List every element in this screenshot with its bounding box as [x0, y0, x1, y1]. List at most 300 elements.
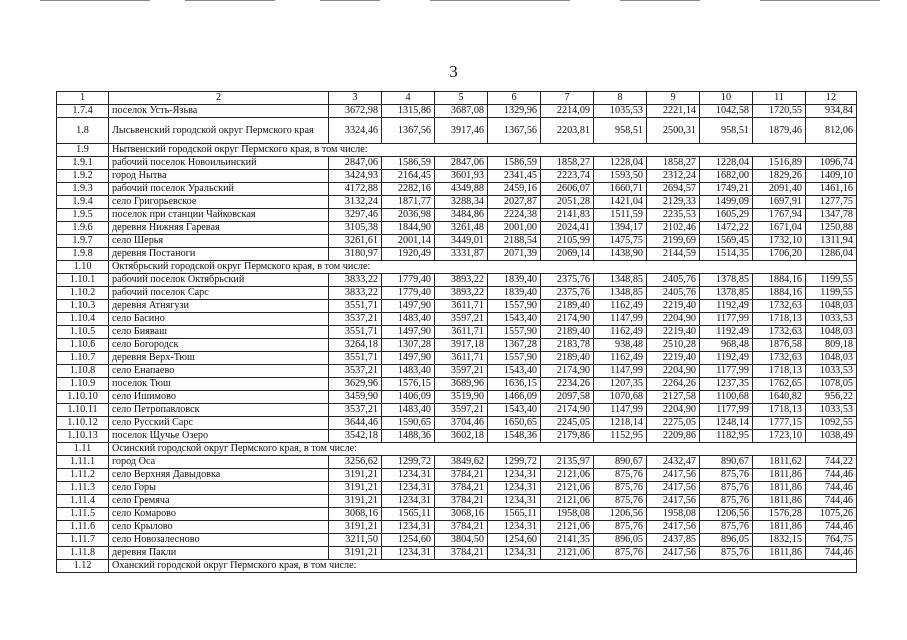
value-cell: 2188,54	[488, 235, 541, 248]
value-cell: 2127,58	[647, 391, 700, 404]
table-row	[57, 456, 857, 469]
table-row	[57, 521, 857, 534]
column-number: 10	[700, 92, 753, 105]
value-cell: 1254,60	[382, 534, 435, 547]
value-cell: 1586,59	[488, 157, 541, 170]
value-cell: 2121,06	[541, 482, 594, 495]
value-cell: 1299,72	[488, 456, 541, 469]
row-id: 1.11.1	[57, 456, 109, 469]
value-cell: 2027,87	[488, 196, 541, 209]
value-cell: 1466,09	[488, 391, 541, 404]
row-id: 1.9.8	[57, 248, 109, 261]
row-id: 1.8	[57, 118, 109, 144]
row-id: 1.10.2	[57, 287, 109, 300]
settlement-name: рабочий поселок Уральский	[109, 183, 329, 196]
value-cell: 1543,40	[488, 365, 541, 378]
value-cell: 2189,40	[541, 352, 594, 365]
value-cell: 1871,77	[382, 196, 435, 209]
value-cell: 3551,71	[329, 352, 382, 365]
value-cell: 1590,65	[382, 417, 435, 430]
value-cell: 3849,62	[435, 456, 488, 469]
table-row	[57, 222, 857, 235]
page-number: 3	[449, 62, 458, 81]
column-number: 1	[57, 92, 109, 105]
row-id: 1.10.8	[57, 365, 109, 378]
value-cell: 875,76	[594, 482, 647, 495]
settlement-name: село Басино	[109, 313, 329, 326]
value-cell: 2417,56	[647, 469, 700, 482]
value-cell: 1718,13	[753, 313, 806, 326]
value-cell: 1177,99	[700, 404, 753, 417]
section-row	[57, 560, 857, 573]
table-row	[57, 183, 857, 196]
value-cell: 2417,56	[647, 547, 700, 560]
row-id: 1.9.6	[57, 222, 109, 235]
value-cell: 1586,59	[382, 157, 435, 170]
value-cell: 1250,88	[806, 222, 857, 235]
row-id: 1.9.2	[57, 170, 109, 183]
value-cell: 1720,55	[753, 105, 806, 118]
value-cell: 3893,22	[435, 274, 488, 287]
value-cell: 2459,16	[488, 183, 541, 196]
value-cell: 1718,13	[753, 404, 806, 417]
table-row	[57, 430, 857, 443]
value-cell: 1315,86	[382, 105, 435, 118]
value-cell: 3784,21	[435, 482, 488, 495]
value-cell: 2375,76	[541, 274, 594, 287]
value-cell: 764,75	[806, 534, 857, 547]
value-cell: 1497,90	[382, 326, 435, 339]
section-title: Нытвенский городской округ Пермского края, в том числе:	[109, 144, 857, 157]
value-cell: 2606,07	[541, 183, 594, 196]
row-id: 1.10	[57, 261, 109, 274]
row-id: 1.11.2	[57, 469, 109, 482]
value-cell: 3191,21	[329, 495, 382, 508]
section-row	[57, 443, 857, 456]
value-cell: 1920,49	[382, 248, 435, 261]
value-cell: 1299,72	[382, 456, 435, 469]
value-cell: 1367,56	[488, 118, 541, 144]
value-cell: 1839,40	[488, 287, 541, 300]
value-cell: 1557,90	[488, 352, 541, 365]
value-cell: 1177,99	[700, 365, 753, 378]
value-cell: 1660,71	[594, 183, 647, 196]
value-cell: 1499,09	[700, 196, 753, 209]
value-cell: 3917,18	[435, 339, 488, 352]
value-cell: 744,22	[806, 456, 857, 469]
value-cell: 3264,18	[329, 339, 382, 352]
table-row	[57, 313, 857, 326]
row-id: 1.10.13	[57, 430, 109, 443]
table-row	[57, 157, 857, 170]
value-cell: 1234,31	[382, 547, 435, 560]
value-cell: 1237,35	[700, 378, 753, 391]
value-cell: 1042,58	[700, 105, 753, 118]
value-cell: 1234,31	[488, 482, 541, 495]
value-cell: 3917,46	[435, 118, 488, 144]
value-cell: 1565,11	[488, 508, 541, 521]
value-cell: 2500,31	[647, 118, 700, 144]
value-cell: 1605,29	[700, 209, 753, 222]
value-cell: 2417,56	[647, 482, 700, 495]
value-cell: 1749,21	[700, 183, 753, 196]
table-row	[57, 495, 857, 508]
table-header-row	[57, 92, 857, 105]
value-cell: 1192,49	[700, 300, 753, 313]
value-cell: 3611,71	[435, 326, 488, 339]
table-row	[57, 547, 857, 560]
value-cell: 3324,46	[329, 118, 382, 144]
value-cell: 1832,15	[753, 534, 806, 547]
value-cell: 3297,46	[329, 209, 382, 222]
value-cell: 1543,40	[488, 404, 541, 417]
value-cell: 956,22	[806, 391, 857, 404]
value-cell: 1206,56	[700, 508, 753, 521]
value-cell: 1329,96	[488, 105, 541, 118]
table-row	[57, 287, 857, 300]
value-cell: 1636,15	[488, 378, 541, 391]
settlement-name: село Бияваш	[109, 326, 329, 339]
value-cell: 1732,63	[753, 352, 806, 365]
value-cell: 968,48	[700, 339, 753, 352]
row-id: 1.10.5	[57, 326, 109, 339]
value-cell: 3191,21	[329, 547, 382, 560]
value-cell: 1378,85	[700, 287, 753, 300]
value-cell: 1092,55	[806, 417, 857, 430]
value-cell: 1182,95	[700, 430, 753, 443]
value-cell: 3191,21	[329, 482, 382, 495]
value-cell: 958,51	[594, 118, 647, 144]
value-cell: 1286,04	[806, 248, 857, 261]
value-cell: 1277,75	[806, 196, 857, 209]
value-cell: 2097,58	[541, 391, 594, 404]
settlement-name: село Григорьевское	[109, 196, 329, 209]
settlement-name: город Оса	[109, 456, 329, 469]
row-id: 1.10.6	[57, 339, 109, 352]
table-row	[57, 339, 857, 352]
value-cell: 1162,49	[594, 352, 647, 365]
value-cell: 2209,86	[647, 430, 700, 443]
value-cell: 2164,45	[382, 170, 435, 183]
value-cell: 2312,24	[647, 170, 700, 183]
value-cell: 1347,78	[806, 209, 857, 222]
table-row	[57, 105, 857, 118]
column-number: 2	[109, 92, 329, 105]
value-cell: 1557,90	[488, 300, 541, 313]
settlement-name: деревня Атнягузи	[109, 300, 329, 313]
value-cell: 1033,53	[806, 313, 857, 326]
settlement-name: село Горы	[109, 482, 329, 495]
value-cell: 1218,14	[594, 417, 647, 430]
value-cell: 3689,96	[435, 378, 488, 391]
settlement-name: село Крылово	[109, 521, 329, 534]
table-row	[57, 534, 857, 547]
value-cell: 958,51	[700, 118, 753, 144]
value-cell: 2245,05	[541, 417, 594, 430]
row-id: 1.12	[57, 560, 109, 573]
value-cell: 1048,03	[806, 326, 857, 339]
value-cell: 1162,49	[594, 326, 647, 339]
settlement-name: рабочий поселок Октябрьский	[109, 274, 329, 287]
section-title: Оханский городской округ Пермского края, в том числе:	[109, 560, 857, 573]
value-cell: 2694,57	[647, 183, 700, 196]
value-cell: 1565,11	[382, 508, 435, 521]
value-cell: 1488,36	[382, 430, 435, 443]
value-cell: 1682,00	[700, 170, 753, 183]
value-cell: 1409,10	[806, 170, 857, 183]
value-cell: 1228,04	[594, 157, 647, 170]
value-cell: 2121,06	[541, 547, 594, 560]
value-cell: 3459,90	[329, 391, 382, 404]
value-cell: 1035,53	[594, 105, 647, 118]
row-id: 1.9.7	[57, 235, 109, 248]
value-cell: 1543,40	[488, 313, 541, 326]
value-cell: 1162,49	[594, 300, 647, 313]
value-cell: 1070,68	[594, 391, 647, 404]
value-cell: 2121,06	[541, 469, 594, 482]
value-cell: 2282,16	[382, 183, 435, 196]
value-cell: 3191,21	[329, 469, 382, 482]
value-cell: 3484,86	[435, 209, 488, 222]
row-id: 1.10.7	[57, 352, 109, 365]
value-cell: 2141,35	[541, 534, 594, 547]
value-cell: 2121,06	[541, 521, 594, 534]
settlement-name: город Нытва	[109, 170, 329, 183]
row-id: 1.10.12	[57, 417, 109, 430]
value-cell: 1569,45	[700, 235, 753, 248]
value-cell: 938,48	[594, 339, 647, 352]
value-cell: 2024,41	[541, 222, 594, 235]
value-cell: 1147,99	[594, 404, 647, 417]
settlement-name: село Ишимово	[109, 391, 329, 404]
column-number: 9	[647, 92, 700, 105]
value-cell: 2121,06	[541, 495, 594, 508]
settlement-name: село Новозалесново	[109, 534, 329, 547]
value-cell: 1516,89	[753, 157, 806, 170]
value-cell: 1228,04	[700, 157, 753, 170]
value-cell: 1038,49	[806, 430, 857, 443]
settlement-name: деревня Постаноги	[109, 248, 329, 261]
value-cell: 1811,86	[753, 547, 806, 560]
value-cell: 1576,28	[753, 508, 806, 521]
value-cell: 3288,34	[435, 196, 488, 209]
settlement-name: деревня Верх-Тюш	[109, 352, 329, 365]
table-row	[57, 469, 857, 482]
table-row	[57, 404, 857, 417]
value-cell: 2235,53	[647, 209, 700, 222]
value-cell: 2204,90	[647, 365, 700, 378]
value-cell: 1033,53	[806, 365, 857, 378]
value-cell: 1152,95	[594, 430, 647, 443]
value-cell: 2204,90	[647, 404, 700, 417]
value-cell: 1858,27	[647, 157, 700, 170]
value-cell: 2102,46	[647, 222, 700, 235]
value-cell: 1075,26	[806, 508, 857, 521]
settlement-name: деревня Нижняя Гаревая	[109, 222, 329, 235]
value-cell: 3068,16	[435, 508, 488, 521]
value-cell: 1234,31	[488, 521, 541, 534]
value-cell: 2432,47	[647, 456, 700, 469]
settlement-name: Лысьвенский городской округ Пермского края	[109, 118, 329, 144]
settlement-name: село Шерья	[109, 235, 329, 248]
value-cell: 1876,58	[753, 339, 806, 352]
value-cell: 3105,38	[329, 222, 382, 235]
settlement-name: деревня Пакли	[109, 547, 329, 560]
value-cell: 3629,96	[329, 378, 382, 391]
table-row	[57, 508, 857, 521]
value-cell: 3611,71	[435, 352, 488, 365]
value-cell: 1406,09	[382, 391, 435, 404]
value-cell: 1514,35	[700, 248, 753, 261]
value-cell: 1879,46	[753, 118, 806, 144]
value-cell: 1234,31	[488, 547, 541, 560]
value-cell: 2375,76	[541, 287, 594, 300]
value-cell: 1958,08	[541, 508, 594, 521]
value-cell: 1367,56	[382, 118, 435, 144]
value-cell: 2174,90	[541, 313, 594, 326]
value-cell: 2219,40	[647, 300, 700, 313]
value-cell: 2001,00	[488, 222, 541, 235]
value-cell: 744,46	[806, 521, 857, 534]
value-cell: 1048,03	[806, 300, 857, 313]
value-cell: 1483,40	[382, 365, 435, 378]
value-cell: 875,76	[700, 547, 753, 560]
value-cell: 1723,10	[753, 430, 806, 443]
value-cell: 1811,62	[753, 456, 806, 469]
column-number: 7	[541, 92, 594, 105]
value-cell: 890,67	[700, 456, 753, 469]
table-row	[57, 300, 857, 313]
value-cell: 2001,14	[382, 235, 435, 248]
value-cell: 2437,85	[647, 534, 700, 547]
row-id: 1.11.5	[57, 508, 109, 521]
value-cell: 744,46	[806, 469, 857, 482]
value-cell: 1811,86	[753, 482, 806, 495]
table-row	[57, 274, 857, 287]
value-cell: 3784,21	[435, 521, 488, 534]
settlement-name: село Русский Сарс	[109, 417, 329, 430]
column-number: 6	[488, 92, 541, 105]
value-cell: 2141,83	[541, 209, 594, 222]
value-cell: 3597,21	[435, 365, 488, 378]
value-cell: 2204,90	[647, 313, 700, 326]
value-cell: 2144,59	[647, 248, 700, 261]
value-cell: 2847,06	[435, 157, 488, 170]
value-cell: 3704,46	[435, 417, 488, 430]
value-cell: 1192,49	[700, 352, 753, 365]
value-cell: 1438,90	[594, 248, 647, 261]
value-cell: 2189,40	[541, 326, 594, 339]
value-cell: 1548,36	[488, 430, 541, 443]
value-cell: 2105,99	[541, 235, 594, 248]
value-cell: 1779,40	[382, 287, 435, 300]
value-cell: 2234,26	[541, 378, 594, 391]
settlement-name: село Енапаево	[109, 365, 329, 378]
settlement-name: поселок Усть-Язьва	[109, 105, 329, 118]
value-cell: 1884,16	[753, 287, 806, 300]
value-cell: 2189,40	[541, 300, 594, 313]
value-cell: 1884,16	[753, 274, 806, 287]
value-cell: 1199,55	[806, 274, 857, 287]
section-title: Октябрьский городской округ Пермского края, в том числе:	[109, 261, 857, 274]
value-cell: 2219,40	[647, 352, 700, 365]
value-cell: 2174,90	[541, 365, 594, 378]
value-cell: 1767,94	[753, 209, 806, 222]
value-cell: 3833,22	[329, 287, 382, 300]
settlement-name: село Гремяча	[109, 495, 329, 508]
value-cell: 2051,28	[541, 196, 594, 209]
value-cell: 1461,16	[806, 183, 857, 196]
table-body	[57, 92, 857, 573]
value-cell: 2091,40	[753, 183, 806, 196]
value-cell: 1147,99	[594, 365, 647, 378]
column-number: 5	[435, 92, 488, 105]
value-cell: 1811,86	[753, 495, 806, 508]
table-row	[57, 482, 857, 495]
table-row	[57, 365, 857, 378]
value-cell: 3597,21	[435, 313, 488, 326]
table-row	[57, 417, 857, 430]
value-cell: 1192,49	[700, 326, 753, 339]
value-cell: 3542,18	[329, 430, 382, 443]
scan-edge	[0, 0, 907, 3]
settlement-name: рабочий поселок Новоильинский	[109, 157, 329, 170]
value-cell: 3893,22	[435, 287, 488, 300]
tariff-table	[56, 91, 857, 573]
value-cell: 3068,16	[329, 508, 382, 521]
value-cell: 875,76	[700, 495, 753, 508]
value-cell: 1475,75	[594, 235, 647, 248]
value-cell: 3256,62	[329, 456, 382, 469]
value-cell: 3601,93	[435, 170, 488, 183]
table-row	[57, 248, 857, 261]
value-cell: 3537,21	[329, 365, 382, 378]
row-id: 1.9.4	[57, 196, 109, 209]
value-cell: 3537,21	[329, 404, 382, 417]
value-cell: 2174,90	[541, 404, 594, 417]
value-cell: 2214,09	[541, 105, 594, 118]
value-cell: 1640,82	[753, 391, 806, 404]
value-cell: 1234,31	[488, 495, 541, 508]
row-id: 1.11.3	[57, 482, 109, 495]
value-cell: 1378,85	[700, 274, 753, 287]
value-cell: 1394,17	[594, 222, 647, 235]
column-number: 11	[753, 92, 806, 105]
value-cell: 1348,85	[594, 274, 647, 287]
value-cell: 1811,86	[753, 521, 806, 534]
value-cell: 875,76	[594, 495, 647, 508]
value-cell: 2203,81	[541, 118, 594, 144]
value-cell: 1234,31	[382, 469, 435, 482]
value-cell: 1811,86	[753, 469, 806, 482]
value-cell: 1048,03	[806, 352, 857, 365]
row-id: 1.9.5	[57, 209, 109, 222]
value-cell: 1557,90	[488, 326, 541, 339]
column-number: 8	[594, 92, 647, 105]
value-cell: 1177,99	[700, 313, 753, 326]
table-row	[57, 170, 857, 183]
value-cell: 1147,99	[594, 313, 647, 326]
column-number: 12	[806, 92, 857, 105]
value-cell: 1078,05	[806, 378, 857, 391]
value-cell: 2341,45	[488, 170, 541, 183]
value-cell: 1732,63	[753, 326, 806, 339]
value-cell: 3672,98	[329, 105, 382, 118]
value-cell: 1839,40	[488, 274, 541, 287]
value-cell: 1958,08	[647, 508, 700, 521]
value-cell: 1100,68	[700, 391, 753, 404]
value-cell: 1732,10	[753, 235, 806, 248]
